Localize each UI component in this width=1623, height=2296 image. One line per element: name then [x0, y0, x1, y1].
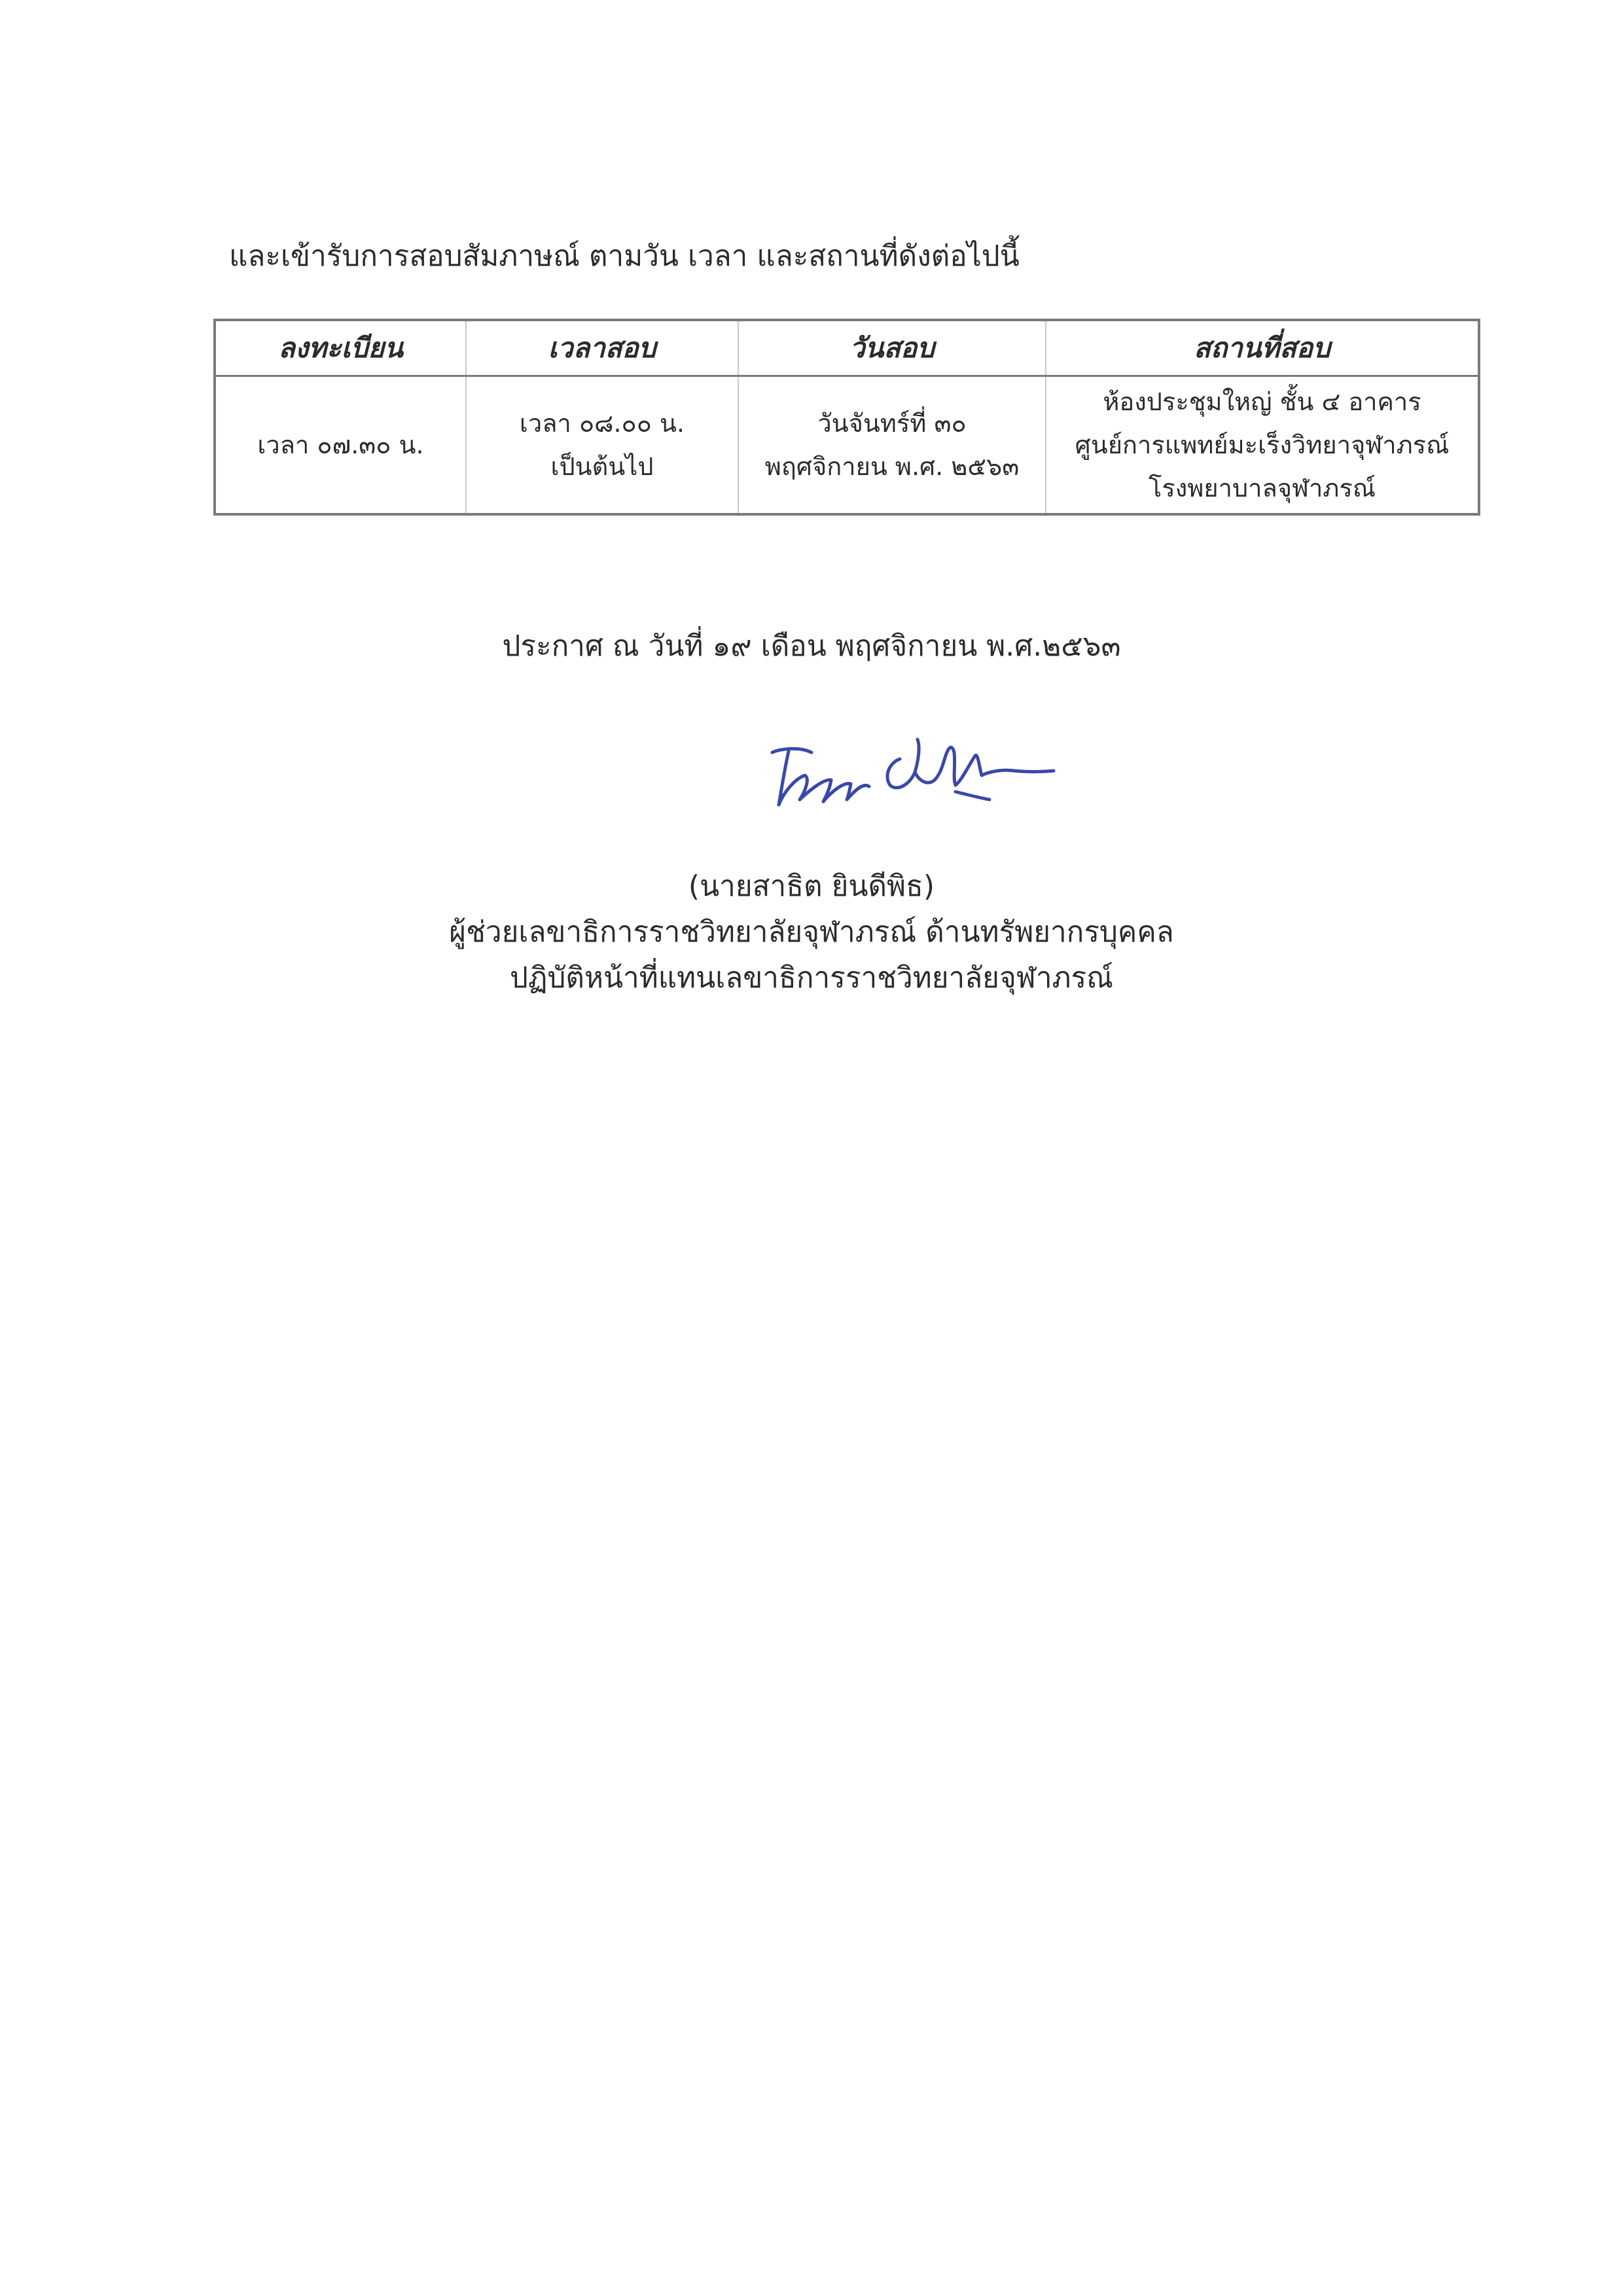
cell-exam-place [1046, 376, 1479, 515]
announcement-date: ประกาศ ณ วันที่ ๑๙ เดือน พฤศจิกายน พ.ศ.๒๕๖๓ [502, 629, 1121, 663]
exam-place-line-3: โรงพยาบาลจุฬาภรณ์ [1148, 474, 1376, 503]
handwritten-signature [759, 726, 1060, 818]
table-row [215, 376, 1479, 515]
exam-time-line-2: เป็นต้นไป [550, 452, 654, 481]
header-registration: ลงทะเบียน [215, 320, 466, 376]
exam-place-line-1: ห้องประชุมใหญ่ ชั้น ๔ อาคาร [1103, 387, 1421, 416]
exam-date-line-2: พฤศจิกายน พ.ศ. ๒๕๖๓ [764, 452, 1020, 481]
signer-position-line-2: ปฏิบัติหน้าที่แทนเลขาธิการราชวิทยาลัยจุฬาภรณ์ [509, 961, 1113, 995]
exam-schedule-table [213, 319, 1480, 516]
cell-exam-date [738, 376, 1046, 515]
table-header-row [215, 320, 1479, 376]
signer-name: (นายสาธิต ยินดีพิธ) [688, 870, 935, 903]
cell-exam-time [466, 376, 738, 515]
signer-position-line-1: ผู้ช่วยเลขาธิการราชวิทยาลัยจุฬาภรณ์ ด้านทรัพยากรบุคคล [449, 915, 1174, 949]
intro-text: และเข้ารับการสอบสัมภาษณ์ ตามวัน เวลา และสถานที่ดังต่อไปนี้ [229, 239, 1020, 273]
registration-time: เวลา ๐๗.๓๐ น. [257, 431, 424, 459]
header-exam-date: วันสอบ [738, 320, 1046, 376]
exam-place-line-2: ศูนย์การแพทย์มะเร็งวิทยาจุฬาภรณ์ [1075, 431, 1450, 459]
exam-date-line-1: วันจันทร์ที่ ๓๐ [817, 409, 967, 438]
signer-block [0, 864, 1623, 1001]
header-exam-place: สถานที่สอบ [1046, 320, 1479, 376]
cell-registration [215, 376, 466, 515]
header-exam-time: เวลาสอบ [466, 320, 738, 376]
exam-time-line-1: เวลา ๐๘.๐๐ น. [519, 409, 685, 438]
